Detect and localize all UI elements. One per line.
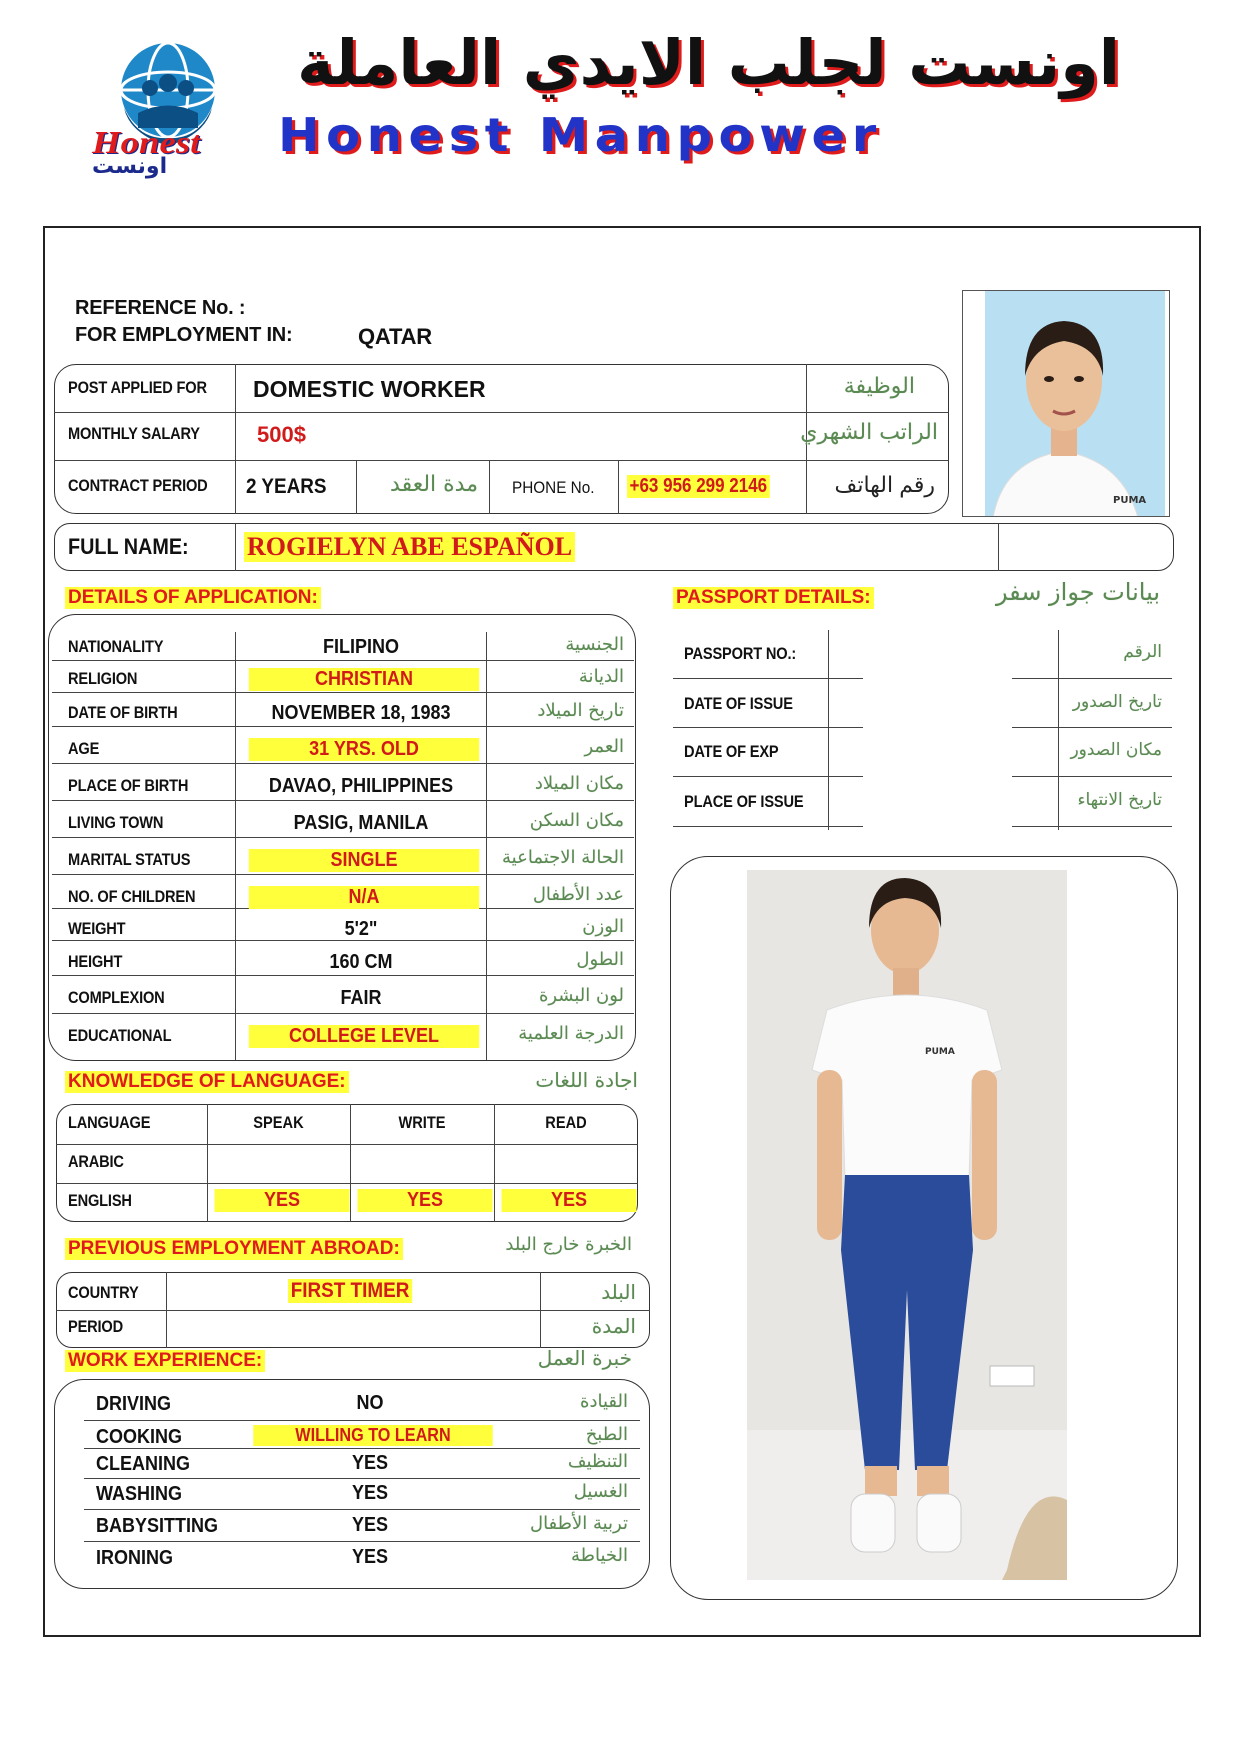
detail-ar: الحالة الاجتماعية: [502, 847, 624, 868]
work-ar: الغسيل: [573, 1481, 628, 1502]
passport-label: DATE OF ISSUE: [684, 694, 793, 713]
arabic-company-title: اونست لجلب الايدي العاملة: [297, 26, 1120, 99]
work-ar: القيادة: [580, 1391, 628, 1412]
detail-value: 160 CM: [329, 951, 393, 973]
logo-text-ar: اونست: [92, 154, 168, 179]
detail-ar: الديانة: [578, 666, 624, 687]
contract-value: 2 YEARS: [246, 475, 327, 498]
logo-text-en: Honest: [92, 124, 201, 160]
detail-ar: مكان الميلاد: [534, 773, 624, 794]
reference-label: REFERENCE No. :: [75, 297, 246, 319]
detail-label: EDUCATIONAL: [68, 1026, 172, 1045]
detail-value: FAIR: [340, 987, 382, 1009]
work-label: COOKING: [96, 1426, 183, 1448]
work-value: YES: [351, 1546, 389, 1568]
portrait-photo: [962, 290, 1170, 517]
detail-value: PASIG, MANILA: [293, 812, 429, 834]
language-heading-ar: اجادة اللغات: [535, 1068, 638, 1092]
detail-ar: تاريخ الميلاد: [537, 700, 624, 721]
detail-ar: مكان السكن: [529, 810, 624, 831]
phone-label: PHONE No.: [512, 478, 595, 497]
full-name-value: ROGIELYN ABE ESPAÑOL: [244, 532, 575, 562]
detail-value: FILIPINO: [322, 636, 399, 658]
detail-value: 31 YRS. OLD: [249, 738, 479, 761]
language-col-header: READ: [545, 1113, 587, 1132]
detail-ar: الجنسية: [565, 634, 624, 655]
language-name: ENGLISH: [68, 1191, 132, 1210]
detail-value: SINGLE: [249, 849, 479, 872]
detail-label: PLACE OF BIRTH: [68, 776, 189, 795]
language-write-value: YES: [358, 1189, 493, 1212]
phone-value: +63 956 299 2146: [627, 475, 770, 498]
passport-ar: مكان الصدور: [1070, 740, 1162, 760]
contract-label: CONTRACT PERIOD: [68, 476, 208, 495]
english-company-title: Honest Manpower: [278, 108, 883, 162]
full-body-shirt-brand: PUMA: [925, 1047, 955, 1057]
language-heading: KNOWLEDGE OF LANGUAGE:: [65, 1071, 349, 1093]
previous-heading: PREVIOUS EMPLOYMENT ABROAD:: [65, 1238, 403, 1260]
full-body-photo: [747, 870, 1067, 1580]
detail-ar: الوزن: [582, 916, 624, 937]
period-label: PERIOD: [68, 1317, 124, 1336]
passport-ar: تاريخ الانتهاء: [1077, 790, 1162, 810]
detail-ar: لون البشرة: [538, 985, 624, 1006]
work-value: YES: [351, 1514, 389, 1536]
detail-label: COMPLEXION: [68, 988, 165, 1007]
country-value: FIRST TIMER: [288, 1279, 412, 1303]
phone-ar: رقم الهاتف: [834, 472, 935, 497]
passport-label: PLACE OF ISSUE: [684, 792, 804, 811]
post-value: DOMESTIC WORKER: [253, 376, 486, 402]
language-name: ARABIC: [68, 1152, 124, 1171]
detail-ar: الدرجة العلمية: [518, 1023, 624, 1044]
detail-label: NATIONALITY: [68, 637, 164, 656]
work-ar: تربية الأطفال: [529, 1513, 628, 1534]
post-label: POST APPLIED FOR: [68, 378, 207, 397]
detail-label: HEIGHT: [68, 952, 123, 971]
period-ar: المدة: [591, 1314, 636, 1338]
portrait-shirt-brand: PUMA: [1113, 495, 1147, 506]
work-value: YES: [351, 1482, 389, 1504]
work-ar: الخياطة: [571, 1545, 628, 1566]
detail-label: RELIGION: [68, 669, 138, 688]
work-value: WILLING TO LEARN: [253, 1425, 492, 1446]
detail-ar: العمر: [584, 736, 624, 757]
work-value: NO: [356, 1392, 384, 1414]
detail-label: MARITAL STATUS: [68, 850, 191, 869]
work-label: WASHING: [96, 1483, 183, 1505]
previous-heading-ar: الخبرة خارج البلد: [505, 1234, 632, 1255]
detail-ar: الطول: [576, 949, 624, 970]
passport-label: DATE OF EXP: [684, 742, 779, 761]
salary-ar: الراتب الشهري: [800, 420, 938, 445]
work-heading-ar: خبرة العمل: [537, 1346, 632, 1370]
detail-value: CHRISTIAN: [249, 668, 479, 691]
language-col-header: LANGUAGE: [68, 1113, 151, 1132]
passport-ar: تاريخ الصدور: [1072, 692, 1162, 712]
passport-ar: الرقم: [1123, 642, 1162, 662]
language-col-header: WRITE: [398, 1113, 446, 1132]
salary-label: MONTHLY SALARY: [68, 424, 200, 443]
detail-label: DATE OF BIRTH: [68, 703, 178, 722]
work-label: DRIVING: [96, 1393, 172, 1415]
language-speak-value: YES: [215, 1189, 350, 1212]
country-label: COUNTRY: [68, 1283, 139, 1302]
detail-value: COLLEGE LEVEL: [249, 1025, 479, 1048]
post-ar: الوظيفة: [843, 374, 915, 399]
detail-value: 5'2": [344, 918, 378, 940]
employment-value: QATAR: [358, 324, 432, 349]
work-value: YES: [351, 1452, 389, 1474]
detail-label: NO. OF CHILDREN: [68, 887, 196, 906]
work-label: BABYSITTING: [96, 1515, 219, 1537]
contract-ar: مدة العقد: [390, 472, 478, 497]
work-heading: WORK EXPERIENCE:: [65, 1350, 265, 1372]
country-ar: البلد: [601, 1280, 636, 1304]
full-name-label: FULL NAME:: [68, 534, 189, 559]
detail-value: N/A: [249, 886, 479, 909]
detail-label: WEIGHT: [68, 919, 126, 938]
employment-label: FOR EMPLOYMENT IN:: [75, 324, 293, 346]
work-label: CLEANING: [96, 1453, 191, 1475]
work-ar: الطبخ: [585, 1424, 628, 1445]
detail-ar: عدد الأطفال: [532, 884, 624, 905]
work-ar: التنظيف: [567, 1451, 628, 1472]
language-read-value: YES: [502, 1189, 637, 1212]
salary-value: 500$: [257, 422, 306, 447]
detail-value: DAVAO, PHILIPPINES: [268, 775, 454, 797]
detail-label: AGE: [68, 739, 100, 758]
full-name-box: [54, 523, 1174, 571]
passport-label: PASSPORT NO.:: [684, 644, 797, 663]
language-col-header: SPEAK: [253, 1113, 304, 1132]
passport-heading-ar: بيانات جواز سفر: [995, 578, 1160, 606]
detail-label: LIVING TOWN: [68, 813, 164, 832]
work-label: IRONING: [96, 1547, 174, 1569]
detail-value: NOVEMBER 18, 1983: [271, 702, 451, 724]
passport-heading: PASSPORT DETAILS:: [673, 587, 874, 609]
details-heading: DETAILS OF APPLICATION:: [65, 587, 321, 609]
